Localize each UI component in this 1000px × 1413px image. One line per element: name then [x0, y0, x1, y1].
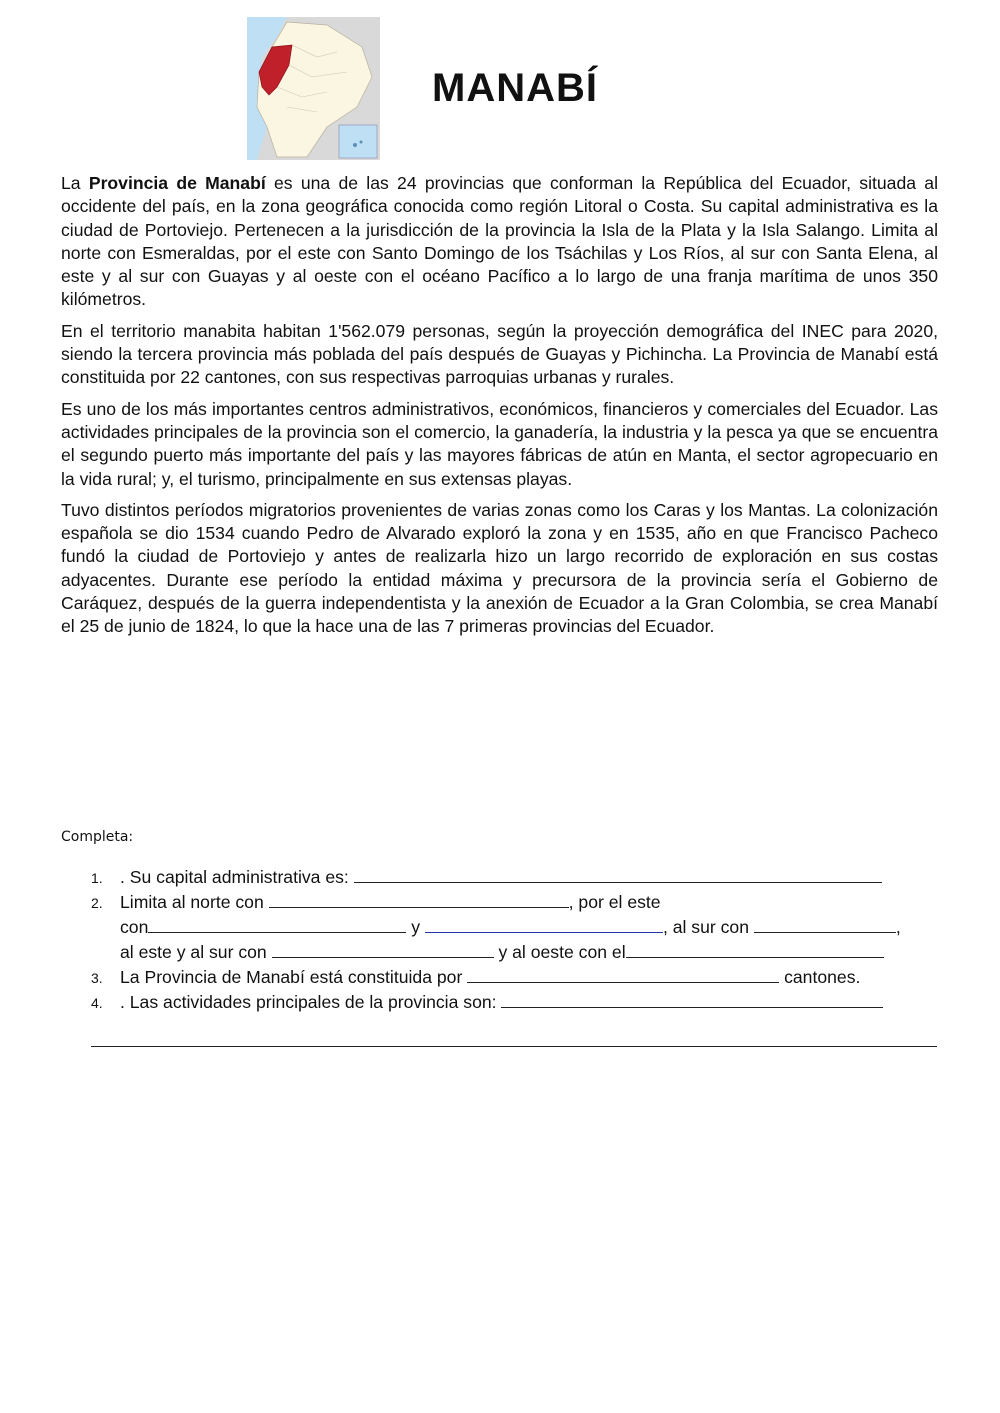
question-text: La Provincia de Manabí está constituida por	[120, 967, 463, 987]
question-text: ,	[895, 917, 901, 937]
page-title: MANABÍ	[432, 66, 598, 110]
answer-capital-input[interactable]	[354, 864, 882, 883]
question-1	[91, 864, 882, 891]
question-text: y	[406, 917, 425, 937]
question-number: 2.	[91, 895, 103, 911]
question-text: con	[120, 917, 149, 937]
answer-actividades-input[interactable]	[501, 989, 883, 1008]
question-text: , al sur con	[662, 917, 750, 937]
paragraph-1	[61, 172, 938, 312]
bold-term: Provincia de Manabí	[88, 173, 266, 193]
text: La	[61, 173, 89, 193]
answer-este-sur-input[interactable]	[272, 939, 494, 958]
question-text: al este y al sur con	[120, 942, 267, 962]
question-2-line-3	[120, 939, 884, 965]
question-text: cantones.	[784, 967, 861, 987]
answer-cantones-input[interactable]	[467, 964, 779, 983]
question-4	[91, 989, 883, 1016]
paragraph-4: Tuvo distintos períodos migratorios provenientes de varias zonas como los Caras y los Mantas. La colonización española se dio 1534 cuando Pedro de Alvarado exploró la zona y en 1535, año en que Francisco Pacheco fundó la ciudad de Portoviejo y antes de realizarla hizo un largo recorrido de exploración en sus costas adyacentes. Durante ese período la entidad máxima y precursora de la provincia sería el Gobierno de Caráquez, después de la guerra independentista y la anexión de Ecuador a la Gran Colombia, se crea Manabí el 25 de junio de 1824, lo que la hace una de las 7 primeras provincias del Ecuador.	[61, 499, 938, 637]
answer-norte-input[interactable]	[269, 889, 569, 908]
answer-actividades-line-2[interactable]	[91, 1046, 937, 1047]
answer-este-2-input[interactable]	[425, 914, 663, 933]
question-2-line-2	[120, 914, 901, 940]
answer-sur-input[interactable]	[754, 914, 896, 933]
text: es una de las 24 provincias que conforman la República del Ecuador, situada al occidente del país, en la zona geográfica conocida como región Litoral o Costa. Su capital administrativa es la ciudad de Portoviejo. Pertenecen a la jurisdicción de la provincia la Isla de la Plata y la Isla Salango. Limita al norte con Esmeraldas, por el este con Santo Domingo de los Tsáchilas y Los Ríos, al sur con Santa Elena, al este y al sur con Guayas y al oeste con el océano Pacífico a lo largo de una franja marítima de unos 350 kilómetros.	[61, 173, 938, 310]
article-body	[61, 172, 938, 647]
ecuador-map-image	[247, 17, 380, 160]
question-number: 3.	[91, 970, 103, 986]
paragraph-2: En el territorio manabita habitan 1'562.079 personas, según la proyección demográfica del INEC para 2020, siendo la tercera provincia más poblada del país después de Guayas y Pichincha. La Provincia de Manabí está constituida por 22 cantones, con sus respectivas parroquias urbanas y rurales.	[61, 320, 938, 388]
question-number: 4.	[91, 995, 103, 1011]
paragraph-3: Es uno de los más importantes centros administrativos, económicos, financieros y comerciales del Ecuador. Las actividades principales de la provincia son el comercio, la ganadería, la industria y la pesca ya que se encuentra el segundo puerto más importante del país y las mayores fábricas de atún en Manta, el sector agropecuario en la vida rural; y, el turismo, principalmente en sus extensas playas.	[61, 398, 938, 489]
question-text: Limita al norte con	[120, 892, 264, 912]
question-3	[91, 964, 860, 991]
answer-oeste-input[interactable]	[626, 939, 884, 958]
question-text: . Su capital administrativa es:	[120, 867, 349, 887]
question-text: y al oeste con el	[493, 942, 626, 962]
question-text: . Las actividades principales de la provincia son:	[120, 992, 497, 1012]
question-number: 1.	[91, 870, 103, 886]
question-text: , por el este	[568, 892, 661, 912]
exercise-heading: Completa:	[61, 829, 134, 845]
answer-este-1-input[interactable]	[148, 914, 406, 933]
question-2	[91, 889, 661, 916]
